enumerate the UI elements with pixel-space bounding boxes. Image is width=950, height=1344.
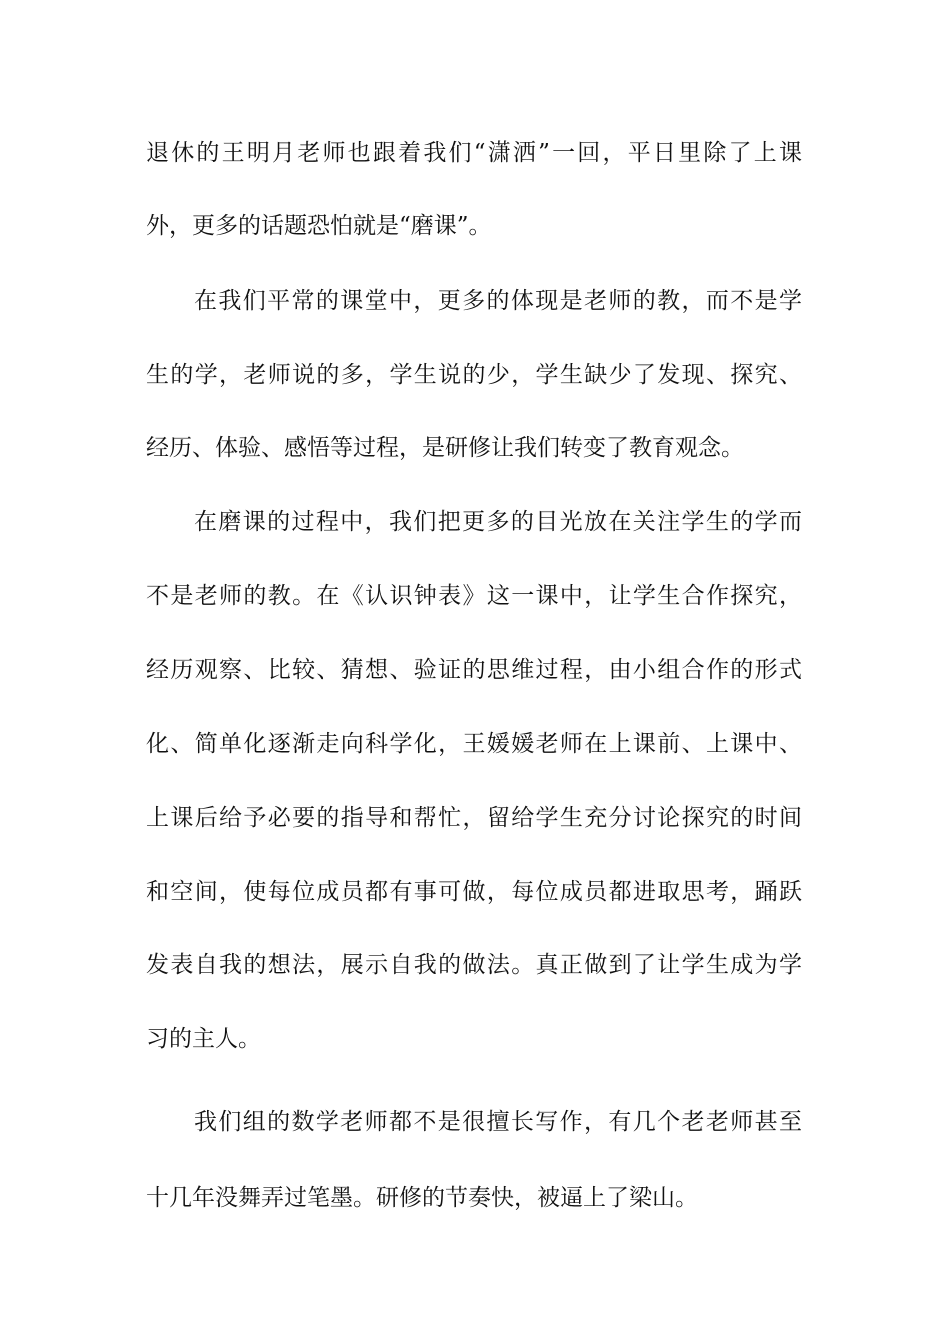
paragraph-3-line-5: 上课后给予必要的指导和帮忙，留给学生充分讨论探究的时间 [146,805,802,831]
paragraph-3-line-4: 化、简单化逐渐走向科学化，王媛媛老师在上课前、上课中、 [146,731,802,757]
paragraph-2-line-3: 经历、体验、感悟等过程，是研修让我们转变了教育观念。 [146,435,744,461]
paragraph-3-line-2: 不是老师的教。在《认识钟表》这一课中，让学生合作探究， [146,583,802,609]
paragraph-1-line-1: 退休的王明月老师也跟着我们“潇洒”一回，平日里除了上课 [146,140,802,166]
paragraph-3-line-8: 习的主人。 [146,1026,261,1052]
paragraph-3-line-3: 经历观察、比较、猜想、验证的思维过程，由小组合作的形式 [146,657,802,683]
paragraph-4-line-2: 十几年没舞弄过笔墨。研修的节奏快，被逼上了梁山。 [146,1185,698,1211]
paragraph-3-line-6: 和空间，使每位成员都有事可做，每位成员都进取思考，踊跃 [146,879,802,905]
paragraph-4-line-1: 我们组的数学老师都不是很擅长写作，有几个老老师甚至 [194,1109,802,1135]
paragraph-2-line-1: 在我们平常的课堂中，更多的体现是老师的教，而不是学 [194,288,802,314]
paragraph-2-line-2: 生的学，老师说的多，学生说的少，学生缺少了发现、探究、 [146,362,802,388]
paragraph-1-line-2: 外，更多的话题恐怕就是“磨课”。 [146,213,492,239]
paragraph-3-line-1: 在磨课的过程中，我们把更多的目光放在关注学生的学而 [194,509,802,535]
paragraph-3-line-7: 发表自我的想法，展示自我的做法。真正做到了让学生成为学 [146,952,802,978]
